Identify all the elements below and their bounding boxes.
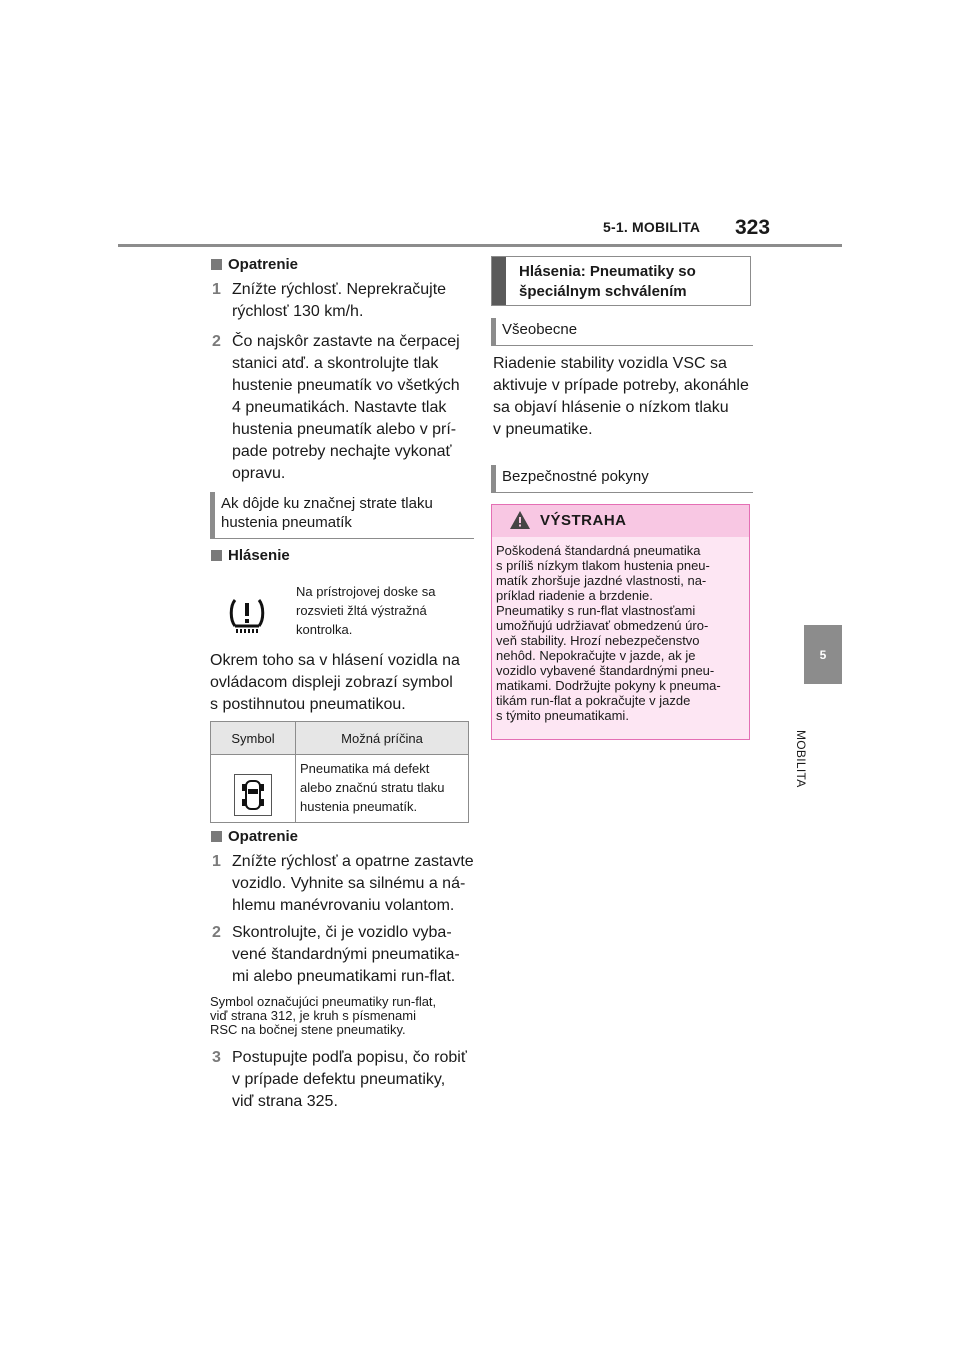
warning-line: s týmito pneumatikami. xyxy=(496,708,629,723)
step-number: 2 xyxy=(212,333,221,350)
warning-line: tikám run-flat a pokračujte v jazde xyxy=(496,693,691,708)
chapter-tab xyxy=(804,625,842,684)
cause-line: hustenia pneumatík. xyxy=(300,799,418,814)
heading-text: Opatrenie xyxy=(228,828,299,845)
warning-triangle-icon xyxy=(510,511,530,529)
warning-line: Pneumatiky s run-flat vlastnosťami xyxy=(496,603,696,618)
subsection-title-box xyxy=(210,492,474,539)
table-row xyxy=(211,755,469,823)
warning-text xyxy=(492,537,749,723)
subsection-title-line: hustenia pneumatík xyxy=(221,514,352,531)
paragraph-line: Riadenie stability vozidla VSC sa xyxy=(493,355,727,372)
section-title-box xyxy=(491,256,751,306)
section-title: 5-1. MOBILITA xyxy=(603,219,701,235)
vsc-paragraph xyxy=(493,353,763,441)
step-line: vozidlo. Vyhnite sa silnému a ná- xyxy=(232,875,466,892)
step-line: opravu. xyxy=(232,465,286,482)
heading-opatrenie-2 xyxy=(211,828,298,845)
table-cell-cause xyxy=(296,755,469,823)
subsection-title-line: Ak dôjde ku značnej strate tlaku xyxy=(221,495,433,512)
subsection-vseobecne: Všeobecne xyxy=(491,318,753,346)
table-header-symbol: Symbol xyxy=(211,722,296,755)
step-line: Skontrolujte, či je vozidlo vyba- xyxy=(232,924,452,941)
tire-pressure-warning-icon xyxy=(226,596,268,641)
title-line: špeciálnym schválením xyxy=(519,283,687,300)
chapter-label: MOBILITA xyxy=(794,730,808,788)
paragraph-line: v pneumatike. xyxy=(493,421,593,438)
heading-bullet xyxy=(211,550,222,561)
warning-line: umožňujú udržiavať obmedzenú úro- xyxy=(496,618,709,633)
heading-hlasenie xyxy=(211,547,290,564)
caption-line: Na prístrojovej doske sa xyxy=(296,584,436,599)
table-cell-symbol xyxy=(211,755,296,823)
hlasenie-paragraph xyxy=(210,650,480,716)
title-line: Hlásenia: Pneumatiky so xyxy=(519,263,696,280)
warning-line: Poškodená štandardná pneumatika xyxy=(496,543,701,558)
heading-bullet xyxy=(211,831,222,842)
step-number: 2 xyxy=(212,924,221,941)
step-line: hustenia pneumatík alebo v prí- xyxy=(232,421,457,438)
subsection-bezpecnostne: Bezpečnostné pokyny xyxy=(491,465,753,493)
warning-line: s príliš nízkym tlakom hustenia pneu- xyxy=(496,558,710,573)
step-line: rýchlosť 130 km/h. xyxy=(232,303,364,320)
caption-line: kontrolka. xyxy=(296,622,353,637)
step-3b xyxy=(212,1047,477,1113)
step-line: v prípade defektu pneumatiky, xyxy=(232,1071,446,1088)
paragraph-line: s postihnutou pneumatikou. xyxy=(210,696,406,713)
chapter-number: 5 xyxy=(819,647,827,662)
step-1 xyxy=(212,279,472,323)
step-line: viď strana 325. xyxy=(232,1093,338,1110)
heading-bullet xyxy=(211,259,222,270)
step-line: Postupujte podľa popisu, čo robiť xyxy=(232,1049,467,1066)
step-number: 3 xyxy=(212,1049,221,1066)
heading-opatrenie-1 xyxy=(211,256,298,273)
warning-line: veň stability. Hrozí nebezpečenstvo xyxy=(496,633,700,648)
warning-line: vozidlo vybavené štandardnými pneu- xyxy=(496,663,715,678)
step-line: mi alebo pneumatikami run-flat. xyxy=(232,968,456,985)
step-number: 1 xyxy=(212,853,221,870)
note-line: Symbol označujúci pneumatiky run-flat, xyxy=(210,994,437,1009)
title-bar xyxy=(492,257,506,305)
page-number: 323 xyxy=(735,216,771,239)
header-rule xyxy=(118,244,842,247)
note-line: RSC na bočnej stene pneumatiky. xyxy=(210,1022,406,1037)
runflat-note xyxy=(210,995,475,1037)
paragraph-line: aktivuje v prípade potreby, akonáhle xyxy=(493,377,749,394)
table-header-cause: Možná príčina xyxy=(296,722,469,755)
step-line: pade potreby nechajte vykonať xyxy=(232,443,452,460)
cause-line: alebo značnú stratu tlaku xyxy=(300,780,445,795)
warning-header xyxy=(492,505,749,537)
step-line: hlemu manévrovaniu volantom. xyxy=(232,897,455,914)
step-line: Znížte rýchlosť a opatrne zastavte xyxy=(232,853,474,870)
heading-text: Hlásenie xyxy=(228,547,290,564)
paragraph-line: ovládacom displeji zobrazí symbol xyxy=(210,674,453,691)
symbol-table xyxy=(210,721,469,823)
warning-line: matikami. Dodržujte pokyny k pneuma- xyxy=(496,678,721,693)
section-title-text xyxy=(519,262,696,302)
heading-text: Opatrenie xyxy=(228,256,299,273)
cause-line: Pneumatika má defekt xyxy=(300,761,430,776)
step-1b xyxy=(212,851,477,917)
caption-line: rozsvieti žltá výstražná xyxy=(296,603,427,618)
note-line: viď strana 312, je kruh s písmenami xyxy=(210,1008,416,1023)
step-2 xyxy=(212,331,472,485)
step-2b xyxy=(212,922,477,988)
step-line: Znížte rýchlosť. Neprekračujte xyxy=(232,281,447,298)
warning-box xyxy=(491,504,750,740)
step-number: 1 xyxy=(212,281,221,298)
step-line: stanici atď. a skontrolujte tlak xyxy=(232,355,439,372)
car-flat-tire-icon xyxy=(234,774,272,816)
icon-caption xyxy=(296,582,466,639)
step-line: 4 pneumatikách. Nastavte tlak xyxy=(232,399,447,416)
warning-label: VÝSTRAHA xyxy=(540,512,627,529)
step-line: vené štandardnými pneumatika- xyxy=(232,946,460,963)
warning-line: príklad riadenie a brzdenie. xyxy=(496,588,653,603)
paragraph-line: sa objaví hlásenie o nízkom tlaku xyxy=(493,399,729,416)
paragraph-line: Okrem toho sa v hlásení vozidla na xyxy=(210,652,460,669)
table-header-row xyxy=(211,722,469,755)
step-line: Čo najskôr zastavte na čerpacej xyxy=(232,333,460,350)
warning-line: nehôd. Nepokračujte v jazde, ak je xyxy=(496,648,696,663)
step-line: hustenie pneumatík vo všetkých xyxy=(232,377,460,394)
warning-line: matík zhoršuje jazdné vlastnosti, na- xyxy=(496,573,707,588)
